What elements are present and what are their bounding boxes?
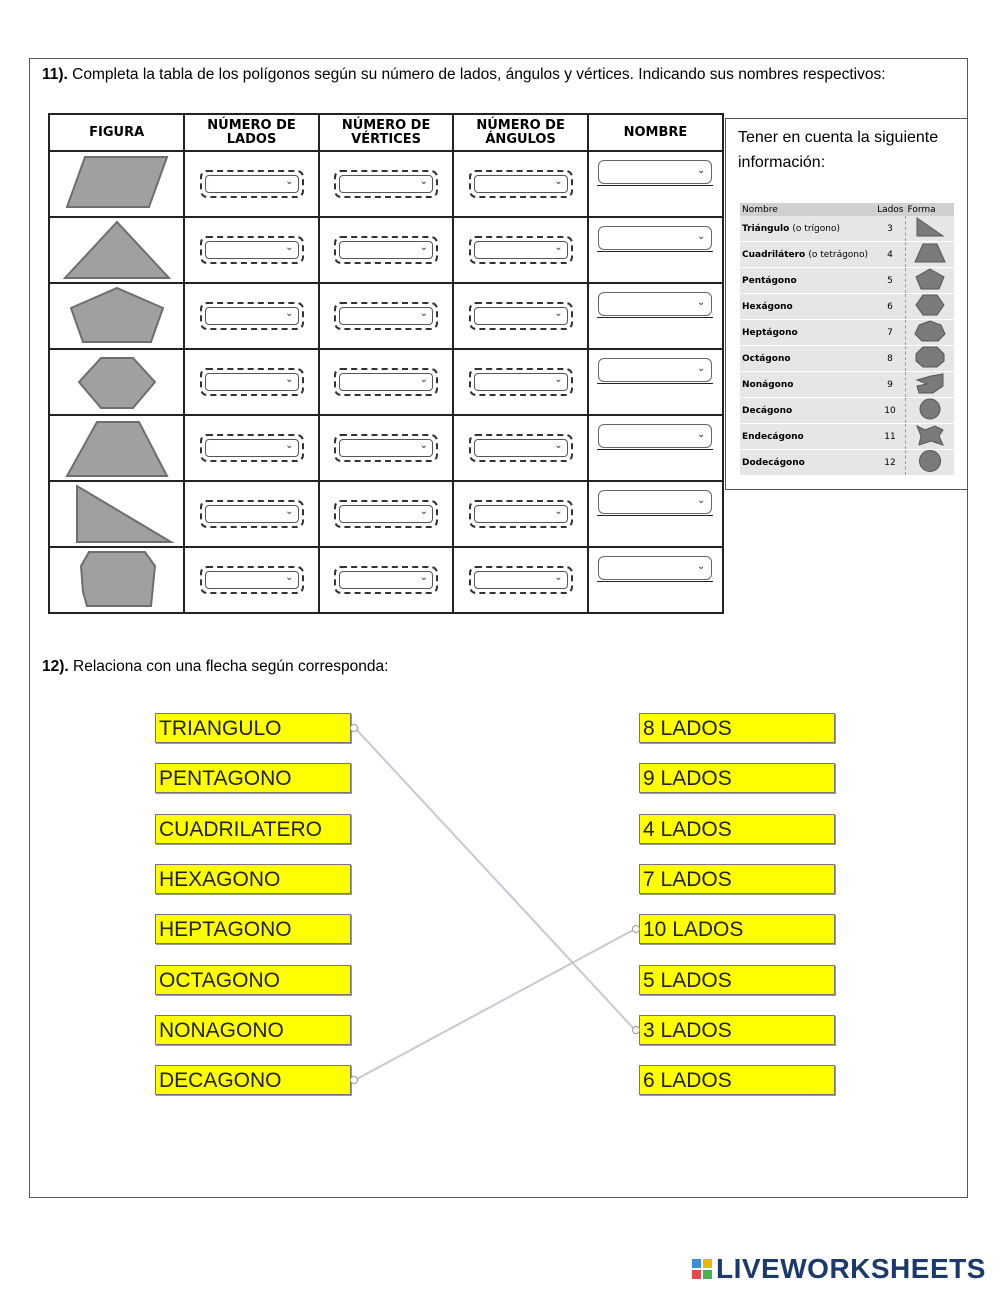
ref-header-nombre: Nombre bbox=[740, 203, 875, 216]
match-left-item[interactable]: CUADRILATERO bbox=[155, 814, 351, 844]
match-left-item[interactable]: TRIANGULO bbox=[155, 713, 351, 743]
reference-name-text: Octágono bbox=[742, 353, 791, 364]
chevron-down-icon: ⌄ bbox=[285, 242, 294, 253]
chevron-down-icon: ⌄ bbox=[697, 561, 706, 572]
match-left-item[interactable]: NONAGONO bbox=[155, 1015, 351, 1045]
logo-mark-icon bbox=[692, 1259, 712, 1279]
chevron-down-icon: ⌄ bbox=[697, 429, 706, 440]
header-figura: FIGURA bbox=[49, 114, 184, 151]
reference-name-alt: (o tetrágono) bbox=[808, 249, 869, 260]
chevron-down-icon: ⌄ bbox=[697, 165, 706, 176]
match-right-item[interactable]: 7 LADOS bbox=[639, 864, 835, 894]
question-12-number: 12). bbox=[42, 658, 69, 675]
chevron-down-icon: ⌄ bbox=[697, 495, 706, 506]
reference-sides: 12 bbox=[875, 450, 905, 476]
match-right-item[interactable]: 3 LADOS bbox=[639, 1015, 835, 1045]
connection-line bbox=[355, 929, 635, 1080]
match-right-item[interactable]: 4 LADOS bbox=[639, 814, 835, 844]
connection-endpoint[interactable] bbox=[633, 926, 640, 933]
chevron-down-icon: ⌄ bbox=[419, 440, 429, 451]
info-text: Tener en cuenta la siguiente información: bbox=[738, 129, 939, 171]
reference-name-text: Dodecágono bbox=[742, 457, 805, 468]
liveworksheets-logo bbox=[692, 1253, 986, 1285]
reference-name-text: Pentágono bbox=[742, 275, 797, 286]
connection-line bbox=[355, 728, 635, 1030]
match-right-item[interactable]: 9 LADOS bbox=[639, 763, 835, 793]
chevron-down-icon: ⌄ bbox=[419, 374, 429, 385]
reference-sides: 10 bbox=[875, 398, 905, 424]
chevron-down-icon: ⌄ bbox=[554, 308, 563, 319]
match-right-item[interactable]: 5 LADOS bbox=[639, 965, 835, 995]
match-right-item[interactable]: 6 LADOS bbox=[639, 1065, 835, 1095]
reference-sides: 4 bbox=[875, 242, 905, 268]
reference-sides: 9 bbox=[875, 372, 905, 398]
chevron-down-icon: ⌄ bbox=[554, 440, 563, 451]
reference-name-text: Triángulo bbox=[742, 223, 790, 234]
reference-name-text: Nonágono bbox=[742, 379, 794, 390]
match-right-item[interactable]: 10 LADOS bbox=[639, 914, 835, 944]
connection-endpoint[interactable] bbox=[351, 1077, 358, 1084]
reference-name-alt: (o trígono) bbox=[792, 223, 840, 234]
chevron-down-icon: ⌄ bbox=[285, 308, 294, 319]
connection-endpoint[interactable] bbox=[633, 1027, 640, 1034]
chevron-down-icon: ⌄ bbox=[419, 242, 429, 253]
question-11-text: Completa la tabla de los polígonos según su número de lados, ángulos y vértices. Indicando sus nombres respectivos: bbox=[72, 66, 886, 83]
chevron-down-icon: ⌄ bbox=[419, 572, 429, 583]
chevron-down-icon: ⌄ bbox=[419, 176, 429, 187]
chevron-down-icon: ⌄ bbox=[285, 440, 294, 451]
match-left-item[interactable]: HEXAGONO bbox=[155, 864, 351, 894]
reference-sides: 6 bbox=[875, 294, 905, 320]
question-11-number: 11). bbox=[42, 66, 68, 83]
chevron-down-icon: ⌄ bbox=[285, 572, 294, 583]
reference-sides: 5 bbox=[875, 268, 905, 294]
header-nombre: NOMBRE bbox=[588, 114, 723, 151]
chevron-down-icon: ⌄ bbox=[697, 231, 706, 242]
chevron-down-icon: ⌄ bbox=[554, 572, 563, 583]
chevron-down-icon: ⌄ bbox=[419, 506, 429, 517]
reference-name-text: Cuadrilátero bbox=[742, 249, 806, 260]
chevron-down-icon: ⌄ bbox=[285, 374, 294, 385]
chevron-down-icon: ⌄ bbox=[285, 176, 294, 187]
match-left-item[interactable]: DECAGONO bbox=[155, 1065, 351, 1095]
ref-header-lados: Lados bbox=[877, 204, 904, 215]
reference-sides: 8 bbox=[875, 346, 905, 372]
question-12-text: Relaciona con una flecha según corresponda: bbox=[73, 658, 389, 675]
header-vertices: NÚMERO DE VÉRTICES bbox=[319, 114, 454, 151]
reference-sides: 7 bbox=[875, 320, 905, 346]
header-lados: NÚMERO DE LADOS bbox=[184, 114, 319, 151]
chevron-down-icon: ⌄ bbox=[554, 242, 563, 253]
reference-sides: 11 bbox=[875, 424, 905, 450]
chevron-down-icon: ⌄ bbox=[554, 176, 563, 187]
reference-name-text: Decágono bbox=[742, 405, 793, 416]
reference-name-text: Hexágono bbox=[742, 301, 793, 312]
connection-endpoint[interactable] bbox=[351, 725, 358, 732]
chevron-down-icon: ⌄ bbox=[419, 308, 429, 319]
reference-name-text: Endecágono bbox=[742, 431, 804, 442]
match-left-item[interactable]: OCTAGONO bbox=[155, 965, 351, 995]
chevron-down-icon: ⌄ bbox=[285, 506, 294, 517]
chevron-down-icon: ⌄ bbox=[554, 374, 563, 385]
ref-header-forma: Forma bbox=[906, 203, 955, 216]
chevron-down-icon: ⌄ bbox=[697, 363, 706, 374]
logo-text: LIVEWORKSHEETS bbox=[716, 1253, 986, 1284]
reference-name-text: Heptágono bbox=[742, 327, 798, 338]
chevron-down-icon: ⌄ bbox=[697, 297, 706, 308]
reference-sides: 3 bbox=[875, 216, 905, 242]
match-left-item[interactable]: PENTAGONO bbox=[155, 763, 351, 793]
header-angulos: NÚMERO DE ÁNGULOS bbox=[453, 114, 588, 151]
chevron-down-icon: ⌄ bbox=[554, 506, 563, 517]
match-right-item[interactable]: 8 LADOS bbox=[639, 713, 835, 743]
match-left-item[interactable]: HEPTAGONO bbox=[155, 914, 351, 944]
